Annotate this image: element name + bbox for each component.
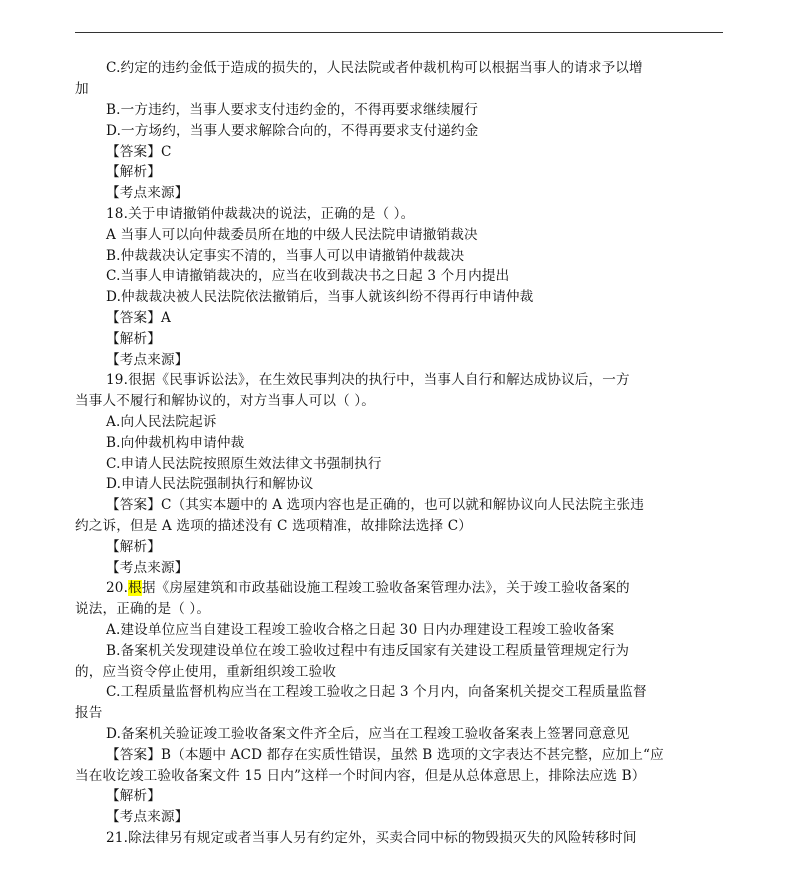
answer-line: 【答案】A bbox=[106, 310, 171, 326]
question-line: 说法，正确的是（ ）。 bbox=[75, 601, 211, 617]
option-line: B.备案机关发现建设单位在竣工验收过程中有违反国家有关建设工程质量管理规定行为 bbox=[106, 643, 630, 659]
source-line: 【考点来源】 bbox=[106, 809, 189, 825]
option-line: 报告 bbox=[75, 705, 103, 721]
answer-line: 当在收讫竣工验收备案文件 15 日内”这样一个时间内容，但是从总体意思上，排除法应选 B） bbox=[75, 768, 646, 784]
option-line: A.建设单位应当自建设工程竣工验收合格之日起 30 日内办理建设工程竣工验收备案 bbox=[106, 622, 615, 638]
question-line: 18.关于申请撤销仲裁裁决的说法，正确的是（ ）。 bbox=[106, 206, 415, 222]
source-line: 【考点来源】 bbox=[106, 352, 189, 368]
option-line: C.当事人申请撤销裁决的，应当在收到裁决书之日起 3 个月内提出 bbox=[106, 268, 510, 284]
text-line: B.一方违约，当事人要求支付违约金的，不得再要求继续履行 bbox=[106, 102, 478, 118]
text-line: C.约定的违约金低于造成的损失的，人民法院或者仲裁机构可以根据当事人的请求予以增 bbox=[106, 60, 643, 76]
option-line: D.备案机关验证竣工验收备案文件齐全后，应当在工程竣工验收备案表上签署同意意见 bbox=[106, 726, 630, 742]
question-line: 21.除法律另有规定或者当事人另有约定外，买卖合同中标的物毁损灭失的风险转移时间 bbox=[106, 830, 637, 846]
answer-line: 【答案】C（其实本题中的 A 选项内容也是正确的，也可以就和解协议向人民法院主张违 bbox=[106, 497, 644, 513]
option-line: B.仲裁裁决认定事实不清的，当事人可以申请撤销仲裁裁决 bbox=[106, 248, 465, 264]
answer-line: 约之诉，但是 A 选项的描述没有 C 选项精准，故排除法选择 C） bbox=[75, 518, 473, 534]
header-rule bbox=[75, 32, 723, 33]
option-line: D.申请人民法院强制执行和解协议 bbox=[106, 476, 314, 492]
answer-line: 【答案】C bbox=[106, 144, 172, 160]
question-text: 据《房屋建筑和市政基础设施工程竣工验收备案管理办法》，关于竣工验收备案的 bbox=[141, 580, 630, 596]
option-line: B.向仲裁机构申请仲裁 bbox=[106, 435, 245, 451]
option-line: A 当事人可以向仲裁委员所在地的中级人民法院申请撤销裁决 bbox=[106, 227, 478, 243]
analysis-line: 【解析】 bbox=[106, 539, 161, 555]
option-line: A.向人民法院起诉 bbox=[106, 414, 217, 430]
analysis-line: 【解析】 bbox=[106, 788, 161, 804]
analysis-line: 【解析】 bbox=[106, 331, 161, 347]
option-line: D.仲裁裁决被人民法院依法撤销后，当事人就该纠纷不得再行申请仲裁 bbox=[106, 289, 534, 305]
source-line: 【考点来源】 bbox=[106, 185, 189, 201]
question-line: 19.很据《民事诉讼法》，在生效民事判决的执行中，当事人自行和解达成协议后，一方 bbox=[106, 372, 630, 388]
text-line: 加 bbox=[75, 81, 89, 97]
question-line: 当事人不履行和解协议的，对方当事人可以（ ）。 bbox=[75, 393, 376, 409]
text-line: D.一方场约，当事人要求解除合向的，不得再要求支付递约金 bbox=[106, 123, 479, 139]
option-line: C.工程质量监督机构应当在工程竣工验收之日起 3 个月内，向备案机关提交工程质量监督 bbox=[106, 684, 647, 700]
answer-line: 【答案】B（本题中 ACD 都存在实质性错误，虽然 B 选项的文字表达不甚完整，应加上“应 bbox=[106, 747, 664, 763]
analysis-line: 【解析】 bbox=[106, 164, 161, 180]
highlighted-character: 根 bbox=[128, 580, 142, 596]
source-line: 【考点来源】 bbox=[106, 560, 189, 576]
question-line bbox=[106, 578, 630, 599]
option-line: C.申请人民法院按照原生效法律文书强制执行 bbox=[106, 456, 382, 472]
question-number: 20. bbox=[106, 580, 129, 596]
option-line: 的，应当资令停止使用，重新组织竣工验收 bbox=[75, 664, 337, 680]
